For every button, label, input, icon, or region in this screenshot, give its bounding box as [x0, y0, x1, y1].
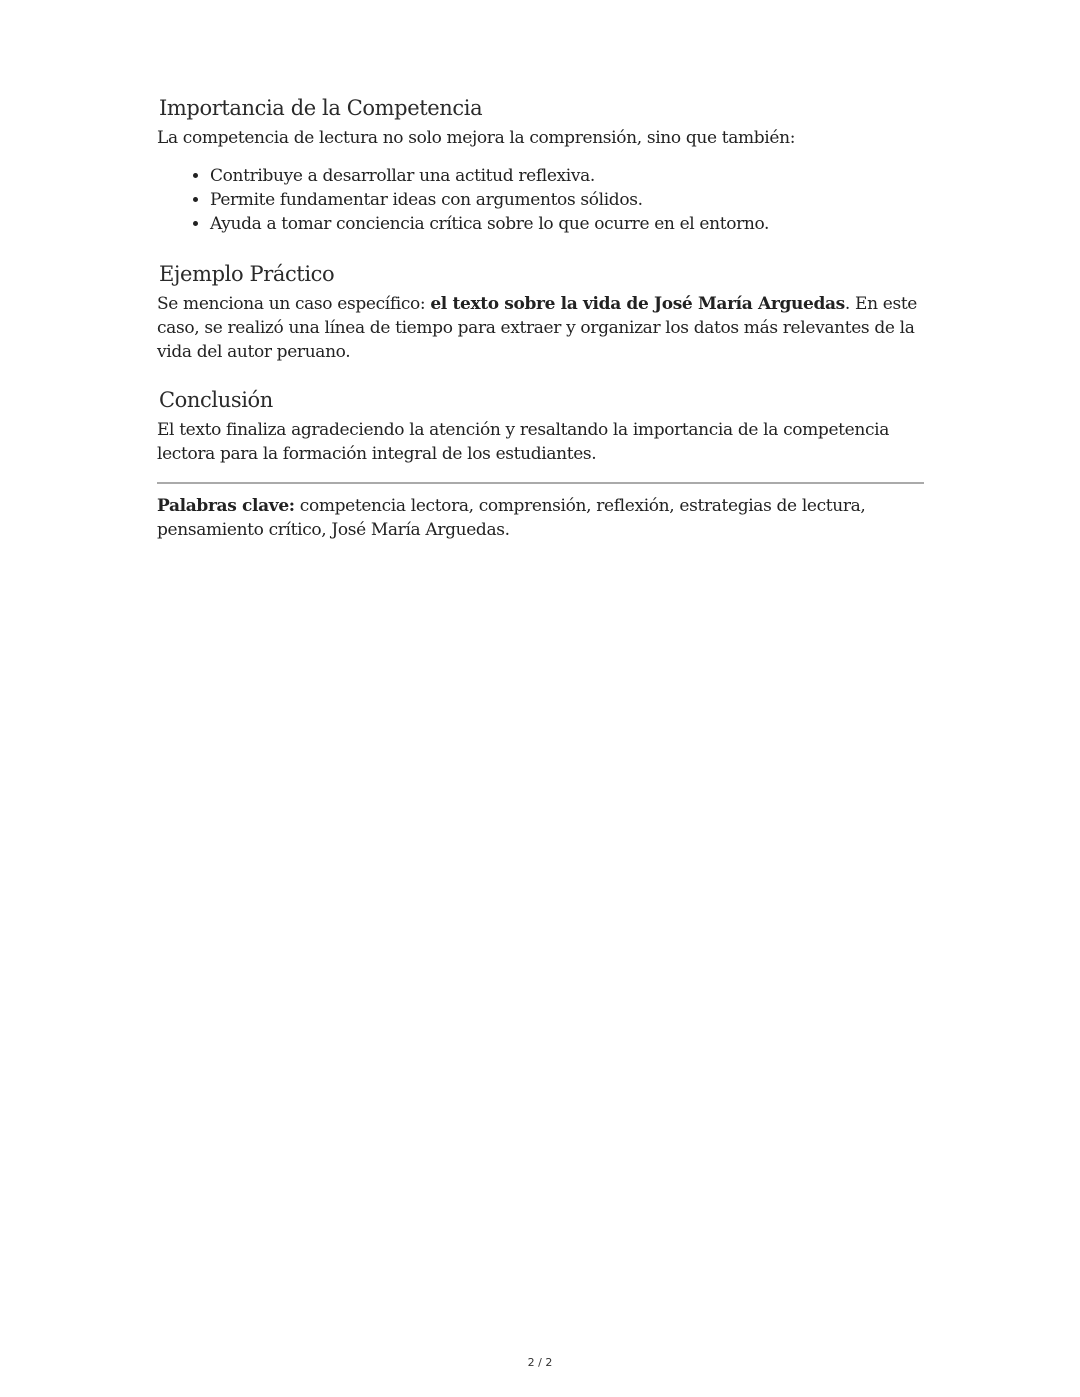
section-heading: Importancia de la Competencia — [159, 96, 483, 120]
keywords-text: competencia lectora, comprensión, reflexión, estrategias de lectura, pensamiento crítico, José María Arguedas. — [157, 496, 866, 540]
section-heading: Conclusión — [159, 388, 273, 412]
section-importancia — [157, 94, 924, 236]
list-item: • Ayuda a tomar conciencia crítica sobre lo que ocurre en el entorno. — [210, 212, 924, 236]
page-indicator: 2 / 2 — [527, 1356, 553, 1369]
bold-emphasis: el texto sobre la vida de José María Arguedas — [430, 294, 845, 314]
section-paragraph: El texto finaliza agradeciendo la atención y resaltando la importancia de la competencia lectora para la formación integral de los estudiantes. — [157, 420, 889, 464]
section-paragraph — [157, 292, 924, 364]
paragraph-text: . En este caso, se realizó una línea de tiempo para extraer y organizar los datos más relevantes de la vida del autor peruano. — [157, 294, 918, 362]
paragraph-text: Se menciona un caso específico: — [157, 294, 431, 314]
divider — [157, 482, 924, 484]
list-item: • Permite fundamentar ideas con argumentos sólidos. — [210, 188, 924, 212]
keywords-paragraph — [157, 494, 924, 542]
keywords-label: Palabras clave: — [157, 496, 295, 516]
section-conclusion — [157, 386, 924, 466]
list-item: • Contribuye a desarrollar una actitud reflexiva. — [210, 164, 924, 188]
section-intro: La competencia de lectura no solo mejora la comprensión, sino que también: — [157, 128, 796, 148]
section-ejemplo — [157, 260, 924, 364]
section-heading: Ejemplo Práctico — [159, 262, 335, 286]
bullet-list — [157, 164, 924, 236]
document-page — [157, 94, 924, 542]
